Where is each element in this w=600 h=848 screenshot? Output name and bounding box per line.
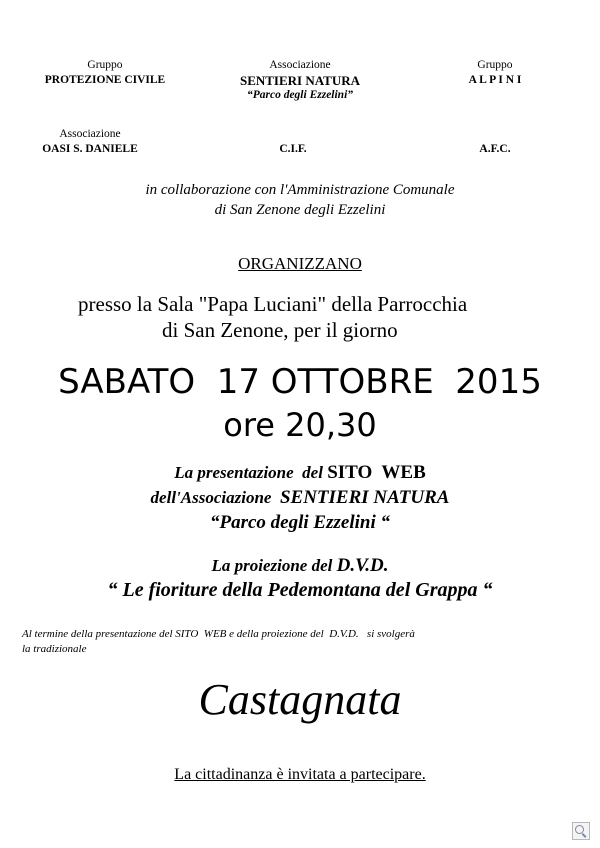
- organizer-afc: [455, 142, 535, 157]
- dvd-label: D.V.D.: [336, 555, 389, 576]
- presentation-assoc-name: SENTIERI NATURA: [279, 487, 450, 508]
- closing-note: [22, 627, 415, 657]
- presentation-prefix: La presentazione del: [174, 463, 328, 482]
- venue-line-2: di San Zenone, per il giorno: [162, 318, 398, 342]
- organizer-protezione-civile: [30, 58, 180, 88]
- presentation-block: [0, 460, 600, 535]
- zoom-button[interactable]: [572, 822, 590, 840]
- organizer-oasi-san-daniele: [15, 127, 165, 157]
- magnifier-handle: [582, 833, 587, 838]
- invitation-text: La cittadinanza è invitata a partecipare.: [174, 766, 426, 783]
- presentation-line-3: “Parco degli Ezzelini “: [210, 512, 390, 533]
- projection-title: “ Le fioriture della Pedemontana del Grappa “: [107, 579, 493, 601]
- projection-line-1: [0, 553, 600, 578]
- collaboration-line-1: in collaborazione con l'Amministrazione Comunale: [145, 182, 455, 198]
- event-time: ore 20,30: [223, 406, 377, 444]
- organizer-type: Associazione: [59, 128, 121, 140]
- organizer-subtitle: “Parco degli Ezzelini”: [246, 89, 354, 101]
- organizer-alpini: [450, 58, 540, 88]
- collaboration-text: [0, 180, 600, 220]
- closing-note-line-1: Al termine della presentazione del SITO WEB e della proiezione del D.V.D. si svolgerà: [22, 628, 415, 640]
- organizer-name: SENTIERI NATURA: [239, 73, 361, 88]
- sito-web: SITO WEB: [327, 462, 426, 483]
- organizer-type: Associazione: [269, 59, 331, 71]
- event-date: SABATO 17 OTTOBRE 2015: [58, 362, 542, 402]
- organizzano-heading: ORGANIZZANO: [238, 254, 362, 273]
- organizer-name: OASI S. DANIELE: [42, 143, 138, 155]
- organizer-name: A.F.C.: [479, 143, 511, 155]
- presentation-assoc-prefix: dell'Associazione: [150, 488, 280, 507]
- projection-block: [0, 553, 600, 603]
- organizer-name: A L P I N I: [468, 74, 522, 86]
- castagnata-title: Castagnata: [198, 675, 402, 724]
- presentation-line-1: [0, 460, 600, 485]
- projection-prefix: La proiezione del: [211, 556, 337, 575]
- organizer-name: PROTEZIONE CIVILE: [44, 74, 166, 86]
- organizer-cif: [253, 142, 333, 157]
- organizer-name: C.I.F.: [279, 143, 307, 155]
- organizer-sentieri-natura: [215, 58, 385, 103]
- venue-line-1: presso la Sala "Papa Luciani" della Parrocchia: [78, 292, 468, 316]
- organizer-type: Gruppo: [477, 59, 513, 71]
- presentation-line-2: [0, 485, 600, 510]
- closing-note-line-2: la tradizionale: [22, 643, 87, 655]
- collaboration-line-2: di San Zenone degli Ezzelini: [214, 202, 386, 218]
- organizer-type: Gruppo: [87, 59, 123, 71]
